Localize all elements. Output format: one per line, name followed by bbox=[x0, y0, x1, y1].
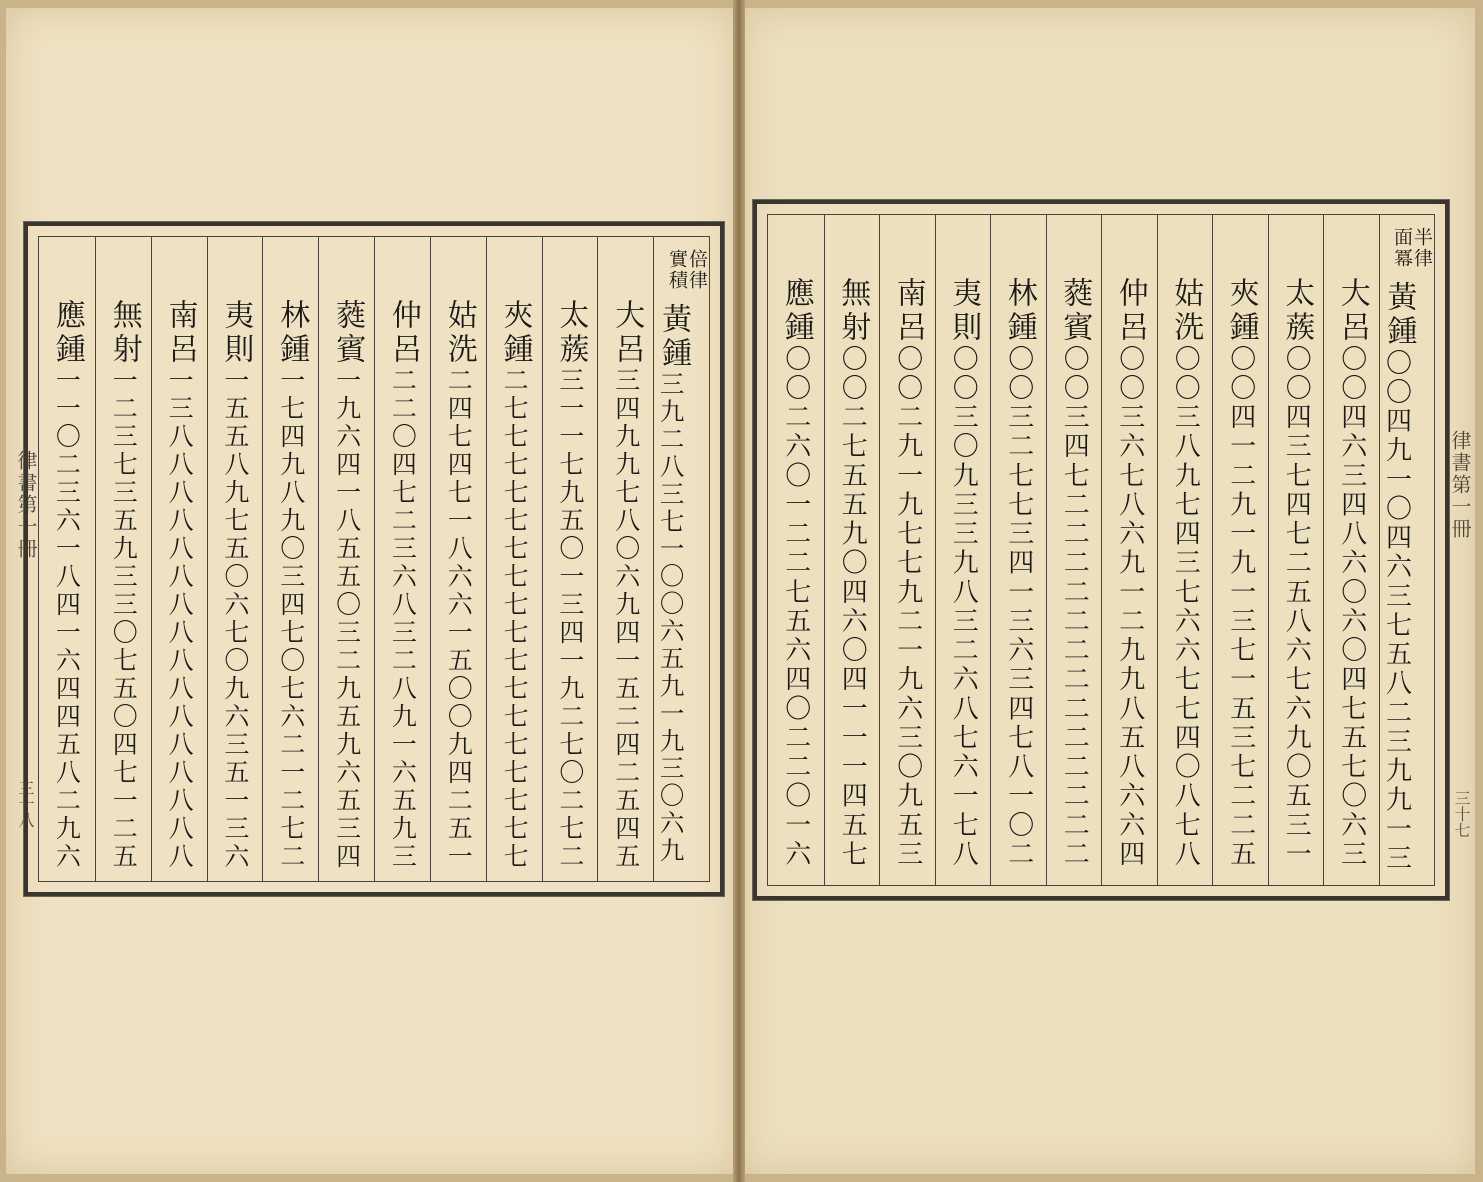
right-row-digits: 〇〇四一二九一九一三七一五三七二二五 bbox=[1225, 345, 1256, 870]
left-row-name: 蕤賓 bbox=[330, 299, 366, 367]
left-row-digits: 三四九九七八〇六九四一五二四二五四五 bbox=[611, 367, 641, 871]
right-row-name: 應鍾 bbox=[778, 277, 814, 345]
left-table-column bbox=[597, 237, 654, 881]
left-row-digits: 一二三七三五九三三〇七五〇四七一二五 bbox=[109, 367, 139, 871]
left-row-name: 太蔟 bbox=[553, 299, 589, 367]
left-row-name: 夾鍾 bbox=[497, 299, 533, 367]
left-row-name: 姑洗 bbox=[441, 299, 477, 367]
left-table-column bbox=[374, 237, 431, 881]
book-gutter bbox=[733, 0, 745, 1182]
right-row-digits: 〇〇三八九七四三七六六七七四〇八七八 bbox=[1170, 345, 1201, 870]
right-row-digits: 〇〇四六三四八六〇六〇四七五七〇六三 bbox=[1336, 345, 1367, 870]
right-table-column bbox=[824, 215, 881, 885]
left-row-name: 無射 bbox=[106, 299, 142, 367]
right-row-name: 仲呂 bbox=[1112, 277, 1148, 345]
left-table-column bbox=[39, 237, 95, 881]
left-row-name: 林鍾 bbox=[274, 299, 310, 367]
right-row-name: 夾鍾 bbox=[1223, 277, 1259, 345]
right-header-title: 黃鍾 bbox=[1381, 281, 1417, 349]
left-header-label-2: 實積 bbox=[665, 249, 688, 291]
left-table-column bbox=[542, 237, 599, 881]
left-header-label-1: 倍律 bbox=[685, 249, 708, 291]
left-table bbox=[38, 236, 710, 882]
left-row-digits: 二四七四七一八六六一五〇〇九四二五一 bbox=[444, 367, 474, 871]
left-table-column bbox=[486, 237, 543, 881]
left-row-digits: 三一一七九五〇一三四一九二七〇二七二 bbox=[555, 367, 585, 871]
left-row-digits: 二二〇四七二三六八三二八九一六五九三 bbox=[388, 367, 418, 871]
right-row-digits: 〇〇四三七四七二五八六七六九〇五三一 bbox=[1281, 345, 1312, 870]
right-header-digits: 〇〇四九一〇四六三七五八二三九九一三 bbox=[1381, 349, 1412, 874]
left-table-column bbox=[207, 237, 264, 881]
right-table-column bbox=[1157, 215, 1214, 885]
right-table-column bbox=[990, 215, 1047, 885]
right-table-column bbox=[768, 215, 824, 885]
right-header-label-2: 面冪 bbox=[1391, 227, 1413, 269]
right-row-name: 太蔟 bbox=[1279, 277, 1315, 345]
right-table-column bbox=[1212, 215, 1269, 885]
right-table-frame bbox=[753, 200, 1449, 900]
left-row-digits: 一一〇二三六一八四一六四四五八二九六 bbox=[52, 367, 82, 871]
right-row-name: 蕤賓 bbox=[1057, 277, 1093, 345]
left-header-title: 黃鍾 bbox=[656, 303, 692, 371]
right-table-column bbox=[935, 215, 992, 885]
left-table-frame bbox=[24, 222, 724, 896]
right-row-name: 無射 bbox=[835, 277, 871, 345]
right-row-digits: 〇〇三〇九三三九八三二六八七六一七八 bbox=[948, 345, 979, 870]
right-row-name: 夷則 bbox=[946, 277, 982, 345]
left-table-column bbox=[95, 237, 152, 881]
left-folio-number: 三十八 bbox=[16, 780, 35, 828]
right-spine-label: 律書第一冊 bbox=[1448, 430, 1472, 540]
left-table-column bbox=[318, 237, 375, 881]
left-table-column bbox=[262, 237, 319, 881]
right-table-column bbox=[1046, 215, 1103, 885]
right-row-name: 南呂 bbox=[890, 277, 926, 345]
right-row-digits: 〇〇二九一九七七九二一九六三〇九五三 bbox=[892, 345, 923, 870]
right-table-column bbox=[879, 215, 936, 885]
right-row-digits: 〇〇三六七八六九一二九九八五八六六四 bbox=[1114, 345, 1145, 870]
right-row-digits: 〇〇二七五五九〇四六〇四一一一四五七 bbox=[837, 345, 868, 870]
right-folio-number: 三十七 bbox=[1452, 790, 1471, 838]
left-row-digits: 一三八八八八八八八八八八八八八八八八 bbox=[165, 367, 195, 871]
right-row-digits: 〇〇二六〇一二二七五六四〇二二〇一六 bbox=[780, 345, 811, 870]
right-row-name: 林鍾 bbox=[1001, 277, 1037, 345]
right-header-label-1: 半律 bbox=[1411, 227, 1433, 269]
left-row-name: 夷則 bbox=[218, 299, 254, 367]
left-row-digits: 一九六四一八五五〇三二九五九六五三四 bbox=[332, 367, 362, 871]
left-row-digits: 二七七七七七七七七七七七七七七七七七 bbox=[500, 367, 530, 871]
right-row-name: 姑洗 bbox=[1168, 277, 1204, 345]
left-row-name: 南呂 bbox=[162, 299, 198, 367]
left-heading-column bbox=[653, 237, 710, 881]
left-row-name: 大呂 bbox=[609, 299, 645, 367]
left-spine-label: 律書第一冊 bbox=[14, 450, 38, 560]
left-row-name: 仲呂 bbox=[385, 299, 421, 367]
left-header-digits: 三九二八三七一〇〇六五九一九三〇六九 bbox=[656, 371, 686, 865]
right-table-column bbox=[1323, 215, 1380, 885]
right-heading-column bbox=[1379, 215, 1436, 885]
left-row-digits: 一七四九八九〇三四七〇七六二一二七二 bbox=[276, 367, 306, 871]
left-table-column bbox=[151, 237, 208, 881]
right-row-digits: 〇〇三二七七三四一三六三四七八一〇二 bbox=[1003, 345, 1034, 870]
right-row-digits: 〇〇三四七二二二二二二二二二二二二二 bbox=[1059, 345, 1090, 870]
left-row-digits: 一五五八九七五〇六七〇九六三五一三六 bbox=[220, 367, 250, 871]
right-table-column bbox=[1268, 215, 1325, 885]
left-row-name: 應鍾 bbox=[49, 299, 85, 367]
right-table-column bbox=[1101, 215, 1158, 885]
right-table bbox=[767, 214, 1435, 886]
left-table-column bbox=[430, 237, 487, 881]
right-row-name: 大呂 bbox=[1334, 277, 1370, 345]
